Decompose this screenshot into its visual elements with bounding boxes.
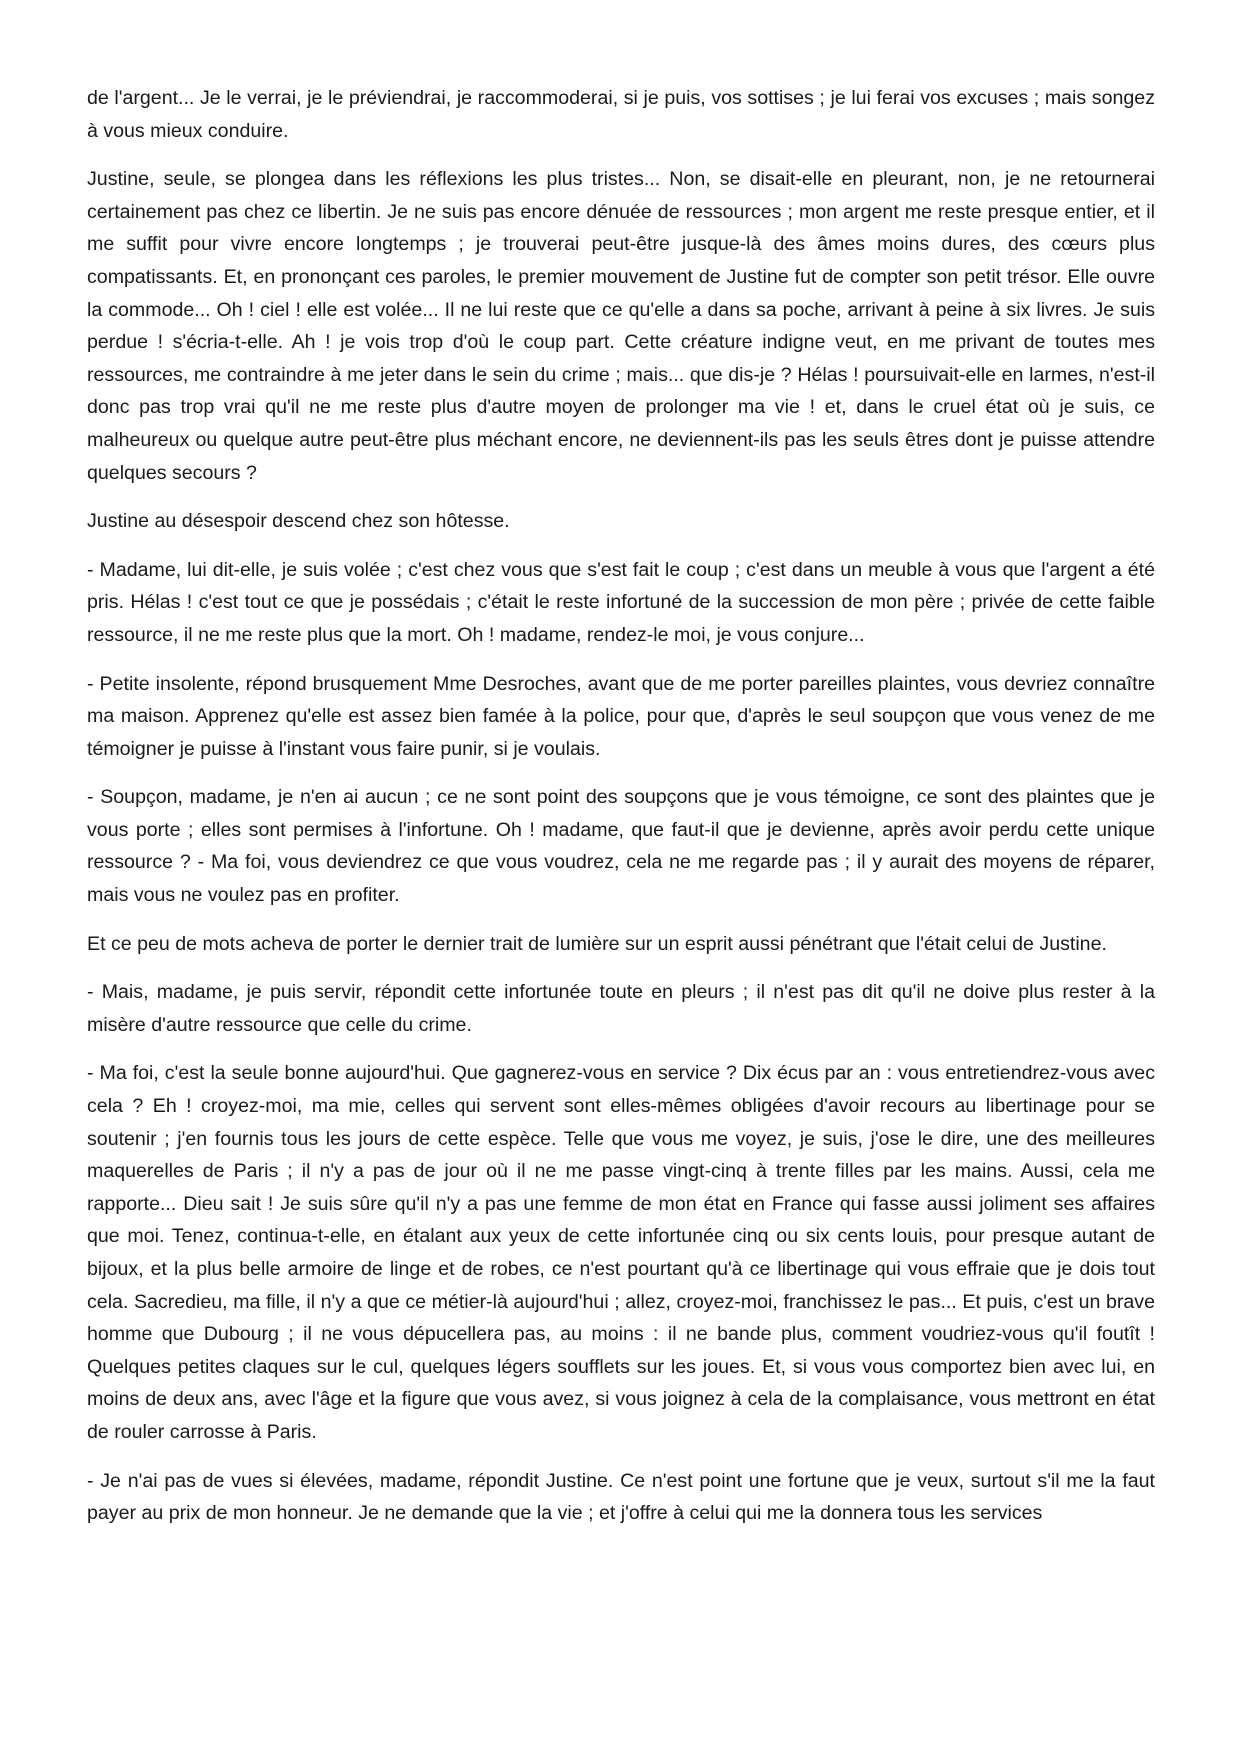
- paragraph: - Madame, lui dit-elle, je suis volée ; c'est chez vous que s'est fait le coup ; c'est dans un meuble à vous que l'argent a été pris. Hélas ! c'est tout ce que je possédais ; c'était le reste infortuné de la succession de mon père ; privée de cette faible ressource, il ne me reste plus que la mort. Oh ! madame, rendez-le moi, je vous conjure...: [87, 558, 1155, 646]
- paragraph: de l'argent... Je le verrai, je le préviendrai, je raccommoderai, si je puis, vos sottises ; je lui ferai vos excuses ; mais songez à vous mieux conduire.: [87, 87, 1155, 142]
- paragraph: - Petite insolente, répond brusquement Mme Desroches, avant que de me porter pareilles plaintes, vous devriez connaître ma maison. Apprenez qu'elle est assez bien famée à la police, pour que, d'après le seul soupçon que vous venez de me témoigner je puisse à l'instant vous faire punir, si je voulais.: [87, 672, 1155, 760]
- paragraph: Justine, seule, se plongea dans les réflexions les plus tristes... Non, se disait-elle en pleurant, non, je ne retournerai certainement pas chez ce libertin. Je ne suis pas encore dénuée de ressources ; mon argent me reste presque entier, et il me suffit pour vivre encore longtemps ; je trouverai peut-être jusque-là des âmes moins dures, des cœurs plus compatissants. Et, en prononçant ces paroles, le premier mouvement de Justine fut de compter son petit trésor. Elle ouvre la commode... Oh ! ciel ! elle est volée... Il ne lui reste que ce qu'elle a dans sa poche, arrivant à peine à six livres. Je suis perdue ! s'écria-t-elle. Ah ! je vois trop d'où le coup part. Cette créature indigne veut, en me privant de toutes mes ressources, me contraindre à me jeter dans le sein du crime ; mais... que dis-je ? Hélas ! poursuivait-elle en larmes, n'est-il donc pas trop vrai qu'il ne me reste plus d'autre moyen de prolonger ma vie ! et, dans le cruel état où je suis, ce malheureux ou quelque autre peut-être plus méchant encore, ne deviennent-ils pas les seuls êtres dont je puisse attendre quelques secours ?: [87, 168, 1155, 484]
- paragraph: - Ma foi, c'est la seule bonne aujourd'hui. Que gagnerez-vous en service ? Dix écus par an : vous entretiendrez-vous avec cela ? Eh ! croyez-moi, ma mie, celles qui servent sont elles-mêmes obligées d'avoir recours au libertinage pour se soutenir ; j'en fournis tous les jours de cette espèce. Telle que vous me voyez, je suis, j'ose le dire, une des meilleures maquerelles de Paris ; il n'y a pas de jour où il ne me passe vingt-cinq à trente filles par les mains. Aussi, cela me rapporte... Dieu sait ! Je suis sûre qu'il n'y a pas une femme de mon état en France qui fasse aussi joliment ses affaires que moi. Tenez, continua-t-elle, en étalant aux yeux de cette infortunée cinq ou six cents louis, pour presque autant de bijoux, et la plus belle armoire de linge et de robes, ce n'est pourtant qu'à ce libertinage qui vous effraie que je dois tout cela. Sacredieu, ma fille, il n'y a que ce métier-là aujourd'hui ; allez, croyez-moi, franchissez le pas... Et puis, c'est un brave homme que Dubourg ; il ne vous dépucellera pas, au moins : il ne bande plus, comment voudriez-vous qu'il foutît ! Quelques petites claques sur le cul, quelques légers soufflets sur les joues. Et, si vous vous comportez bien avec lui, en moins de deux ans, avec l'âge et la figure que vous avez, si vous joignez à cela de la complaisance, vous mettront en état de rouler carrosse à Paris.: [87, 1062, 1155, 1443]
- paragraph: - Soupçon, madame, je n'en ai aucun ; ce ne sont point des soupçons que je vous témoigne, ce sont des plaintes que je vous porte ; elles sont permises à l'infortune. Oh ! madame, que faut-il que je devienne, après avoir perdu cette unique ressource ? - Ma foi, vous deviendrez ce que vous voudrez, cela ne me regarde pas ; il y aurait des moyens de réparer, mais vous ne voulez pas en profiter.: [87, 786, 1155, 907]
- paragraph: Justine au désespoir descend chez son hôtesse.: [87, 510, 510, 533]
- paragraph: - Je n'ai pas de vues si élevées, madame, répondit Justine. Ce n'est point une fortune que je veux, surtout s'il me la faut payer au prix de mon honneur. Je ne demande que la vie ; et j'offre à celui qui me la donnera tous les services: [87, 1469, 1155, 1525]
- paragraph: Et ce peu de mots acheva de porter le dernier trait de lumière sur un esprit aussi pénétrant que l'était celui de Justine.: [87, 932, 1107, 955]
- document-page: [87, 82, 1155, 1546]
- paragraph: - Mais, madame, je puis servir, répondit cette infortunée toute en pleurs ; il n'est pas dit qu'il ne doive plus rester à la misère d'autre ressource que celle du crime.: [87, 981, 1155, 1036]
